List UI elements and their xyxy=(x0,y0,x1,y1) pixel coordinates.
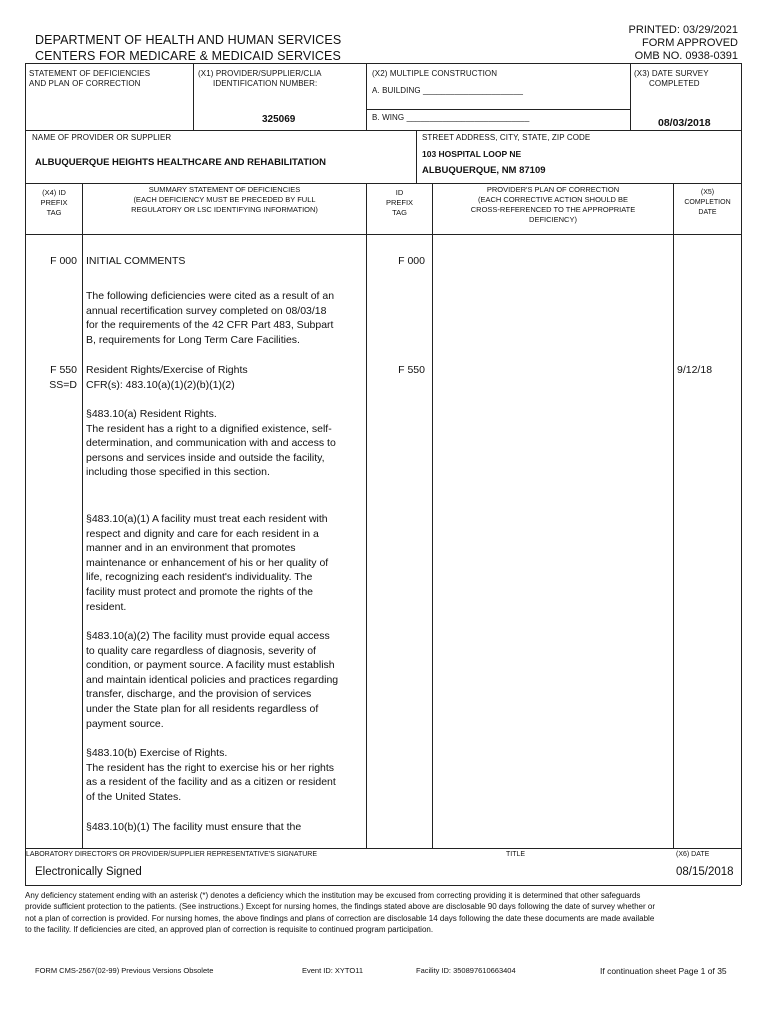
signature-date: 08/15/2018 xyxy=(676,866,734,878)
divider xyxy=(416,130,417,183)
plan-header-3: CROSS-REFERENCED TO THE APPROPRIATE xyxy=(470,205,636,214)
border xyxy=(741,63,742,885)
paragraph-b1: §483.10(b)(1) The facility must ensure that the xyxy=(86,821,302,833)
id-tag-f550: F 550 xyxy=(398,364,425,376)
x1-label-2: IDENTIFICATION NUMBER: xyxy=(213,79,318,88)
statement-label-2: AND PLAN OF CORRECTION xyxy=(29,79,141,88)
provider-name-label: NAME OF PROVIDER OR SUPPLIER xyxy=(32,133,172,142)
id-header-2: PREFIX xyxy=(385,198,414,207)
rule xyxy=(25,885,741,886)
id-header-1: ID xyxy=(395,188,404,197)
statement-label-1: STATEMENT OF DEFICIENCIES xyxy=(29,69,151,78)
divider xyxy=(82,183,83,848)
x6-date-label: (X6) DATE xyxy=(676,851,710,858)
x5-header-3: DATE xyxy=(698,209,717,216)
x4-header-3: TAG xyxy=(46,208,62,217)
summary-header-1: SUMMARY STATEMENT OF DEFICIENCIES xyxy=(148,185,301,194)
divider xyxy=(193,63,194,130)
border xyxy=(25,63,26,885)
omb-number: OMB NO. 0938-0391 xyxy=(634,50,738,62)
f550-title: Resident Rights/Exercise of Rights xyxy=(86,364,248,376)
x4-header-1: (X4) ID xyxy=(42,188,66,197)
tag-f000: F 000 xyxy=(50,255,77,267)
survey-completed-date: 08/03/2018 xyxy=(658,117,711,129)
divider xyxy=(673,183,674,848)
address-label: STREET ADDRESS, CITY, STATE, ZIP CODE xyxy=(422,133,591,142)
title-label: TITLE xyxy=(506,851,526,858)
rule xyxy=(25,183,741,184)
provider-name: ALBUQUERQUE HEIGHTS HEALTHCARE AND REHABILITATION xyxy=(35,157,326,168)
rule xyxy=(25,63,741,64)
department-name: DEPARTMENT OF HEALTH AND HUMAN SERVICES xyxy=(35,33,342,47)
printed-date: PRINTED: 03/29/2021 xyxy=(628,24,738,36)
paragraph-a1: §483.10(a)(1) A facility must treat each resident with respect and dignity and care for each resident in a manner and in an environment that promotes maintenance or enhancement of his or her quality of life, recognizing each resident's individuality. The facility must protect and promote the rights of the resident. xyxy=(86,513,329,613)
signature-label: LABORATORY DIRECTOR'S OR PROVIDER/SUPPLIER REPRESENTATIVE'S SIGNATURE xyxy=(26,851,318,858)
form-approved: FORM APPROVED xyxy=(642,37,738,49)
intro-paragraph: The following deficiencies were cited as a result of an annual recertification survey completed on 08/03/18 for the requirements of the 42 CFR Part 483, Subpart B, requirements for Long Term Care Facilities. xyxy=(86,290,335,346)
x4-header-2: PREFIX xyxy=(40,198,68,207)
plan-header-2: (EACH CORRECTIVE ACTION SHOULD BE xyxy=(477,195,629,204)
rule xyxy=(366,109,630,110)
f550-completion-date: 9/12/18 xyxy=(677,364,713,376)
x5-header-1: (X5) xyxy=(700,189,715,196)
paragraph-exercise-rights: §483.10(b) Exercise of Rights. The resident has the right to exercise his or her rights as a resident of the facility and as a citizen or resident of the United States. xyxy=(86,747,336,803)
x3-label-1: (X3) DATE SURVEY xyxy=(634,69,709,78)
tag-f550: F 550 xyxy=(50,364,77,376)
street-address: 103 HOSPITAL LOOP NE xyxy=(422,149,522,159)
plan-header-1: PROVIDER'S PLAN OF CORRECTION xyxy=(486,185,620,194)
paragraph-resident-rights: §483.10(a) Resident Rights. The resident has a right to a dignified existence, self-determination, and communication with and access to persons and services inside and outside the facility, including those specified in this section. xyxy=(86,408,336,479)
summary-header-3: REGULATORY OR LSC IDENTIFYING INFORMATION) xyxy=(131,205,318,214)
divider xyxy=(630,63,631,130)
divider xyxy=(366,183,367,848)
divider xyxy=(432,183,433,848)
wing-field: B. WING ___________________________ xyxy=(372,113,530,122)
id-header-3: TAG xyxy=(392,208,407,217)
facility-id: Facility ID: 350897610663404 xyxy=(416,966,516,975)
rule xyxy=(25,234,741,235)
plan-header-4: DEFICIENCY) xyxy=(529,215,577,224)
form-number: FORM CMS-2567(02-99) Previous Versions Obsolete xyxy=(35,966,214,975)
signature-value: Electronically Signed xyxy=(35,866,142,878)
event-id: Event ID: XYTO11 xyxy=(302,966,363,975)
summary-header-2: (EACH DEFICIENCY MUST BE PRECEDED BY FULL xyxy=(133,195,316,204)
city-state-zip: ALBUQUERQUE, NM 87109 xyxy=(422,165,546,176)
rule xyxy=(25,130,741,131)
centers-name: CENTERS FOR MEDICARE & MEDICAID SERVICES xyxy=(35,49,341,63)
x5-header-2: COMPLETION xyxy=(684,199,731,206)
id-tag-f000: F 000 xyxy=(398,255,425,267)
paragraph-a2: §483.10(a)(2) The facility must provide equal access to quality care regardless of diagnosis, severity of condition, or payment source. A facility must establish and maintain identical policies and practices regarding transfer, discharge, and the provision of services under the State plan for all residents regardless of payment source. xyxy=(86,630,339,730)
initial-comments-title: INITIAL COMMENTS xyxy=(86,255,186,267)
building-field: A. BUILDING ______________________ xyxy=(372,86,524,95)
x3-label-2: COMPLETED xyxy=(649,79,700,88)
divider xyxy=(366,63,367,130)
x2-label: (X2) MULTIPLE CONSTRUCTION xyxy=(372,69,498,78)
provider-number: 325069 xyxy=(262,114,296,125)
continuation-page: If continuation sheet Page 1 of 35 xyxy=(600,966,727,976)
f550-cfr: CFR(s): 483.10(a)(1)(2)(b)(1)(2) xyxy=(86,379,235,391)
disclosure-note: Any deficiency statement ending with an asterisk (*) denotes a deficiency which the institution may be excused from correcting providing it is determined that other safeguards provide sufficient protection to the patients. (See instructions.) Except for nursing homes, the findings stated above are disclosable 90 days following the date of survey whether or not a plan of correction is provided. For nursing homes, the above findings and plans of correction are disclosable 14 days following the date these documents are made available to the facility. If deficiencies are cited, an approved plan of correction is requisite to continued program participation. xyxy=(25,891,655,935)
scope-severity: SS=D xyxy=(49,379,77,391)
rule xyxy=(25,848,741,849)
x1-label-1: (X1) PROVIDER/SUPPLIER/CLIA xyxy=(198,69,322,78)
